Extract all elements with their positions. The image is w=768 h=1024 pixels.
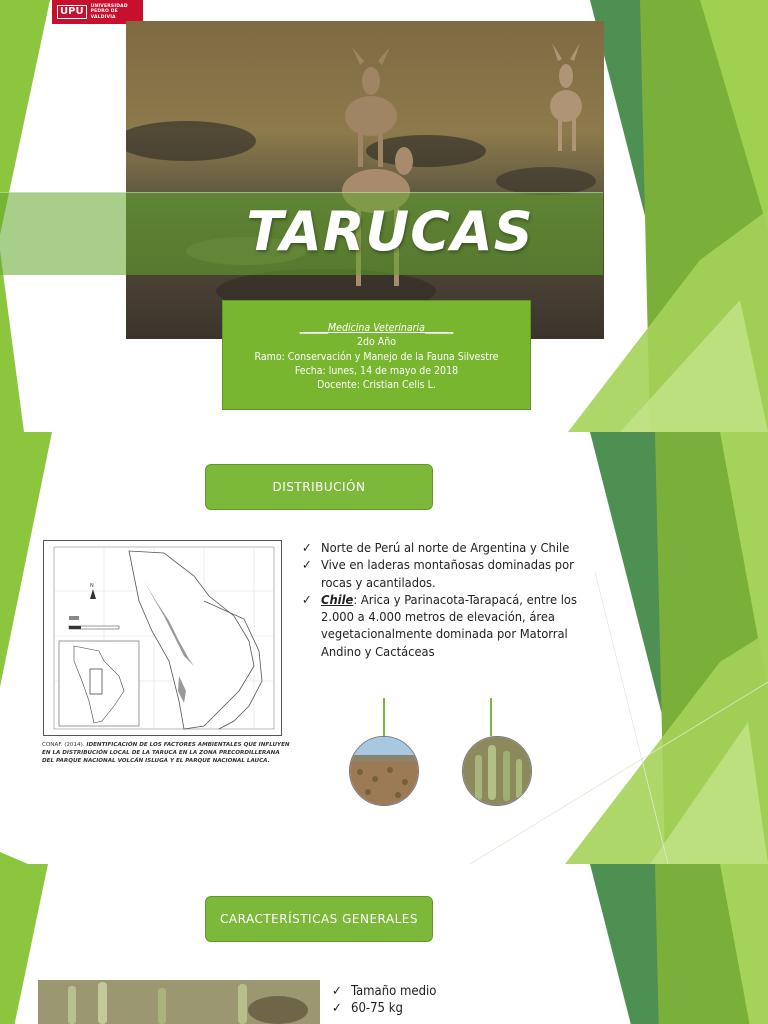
bullet-item: ✓ Chile: Arica y Parinacota-Tarapacá, entre los 2.000 a 4.000 metros de elevación, área vegetacionalmente dominada por Matorral Andino y Cactáceas <box>302 592 577 660</box>
course-line: Ramo: Conservación y Manejo de la Fauna Silvestre <box>254 350 499 363</box>
characteristics-bullet-list <box>332 983 612 1017</box>
bullet-keyword: Chile <box>321 592 354 608</box>
map-citation <box>42 742 290 765</box>
cactus-photo <box>462 736 532 806</box>
citation-author: CONAF. (2014). <box>42 742 87 748</box>
connector-line <box>383 698 385 736</box>
checkmark-icon: ✓ <box>302 541 312 556</box>
checkmark-icon: ✓ <box>332 984 342 999</box>
logo-line-2: PEDRO DE VALDIVIA <box>90 9 118 20</box>
presentation-info-box <box>222 300 531 410</box>
logo-mark: UPU <box>57 5 87 19</box>
characteristics-photo <box>38 980 320 1024</box>
teacher-line: Docente: Cristian Celis L. <box>317 379 436 392</box>
checkmark-icon: ✓ <box>302 592 312 608</box>
distribution-bullet-list <box>302 540 592 661</box>
distribution-map <box>43 540 282 736</box>
presentation-title: TARUCAS <box>246 200 534 263</box>
date-line: Fecha: lunes, 14 de mayo de 2018 <box>294 364 459 377</box>
year-line: 2do Año <box>356 336 396 349</box>
svg-text:N: N <box>90 583 94 589</box>
career-line: ______Medicina Veterinaria______ <box>299 322 454 334</box>
bullet-item: ✓ Vive en laderas montañosas dominadas por rocas y acantilados. <box>302 558 574 591</box>
characteristics-section-label: CARACTERÍSTICAS GENERALES <box>220 912 418 926</box>
characteristics-slide <box>0 864 768 1024</box>
distribution-section-label: DISTRIBUCIÓN <box>272 480 366 494</box>
checkmark-icon: ✓ <box>302 558 312 574</box>
bullet-item: ✓ Norte de Perú al norte de Argentina y Chile <box>302 541 570 556</box>
bullet-item: ✓ 60-75 kg <box>332 1001 403 1016</box>
distribution-slide <box>0 432 768 864</box>
south-america-map <box>44 541 281 735</box>
title-slide <box>0 0 768 432</box>
bullet-item: ✓ Tamaño medio <box>332 984 437 999</box>
taruca-photo <box>126 21 604 339</box>
connector-line <box>490 698 492 736</box>
andean-shrubland-photo <box>349 736 419 806</box>
citation-title: IDENTIFICACIÓN DE LOS FACTORES AMBIENTALES QUE INFLUYEN EN LA DISTRIBUCIÓN LOCAL DE LA TARUCA EN LA ZONA PRECORDILLERANA DEL PARQUE NACIONAL VOLCÁN ISLUGA Y EL PARQUE NACIONAL LAUCA. <box>42 742 290 764</box>
logo-line-1: UNIVERSIDAD <box>90 3 128 9</box>
checkmark-icon: ✓ <box>332 1001 342 1016</box>
distribution-section-button[interactable] <box>205 464 433 510</box>
characteristics-section-button[interactable] <box>205 896 433 942</box>
